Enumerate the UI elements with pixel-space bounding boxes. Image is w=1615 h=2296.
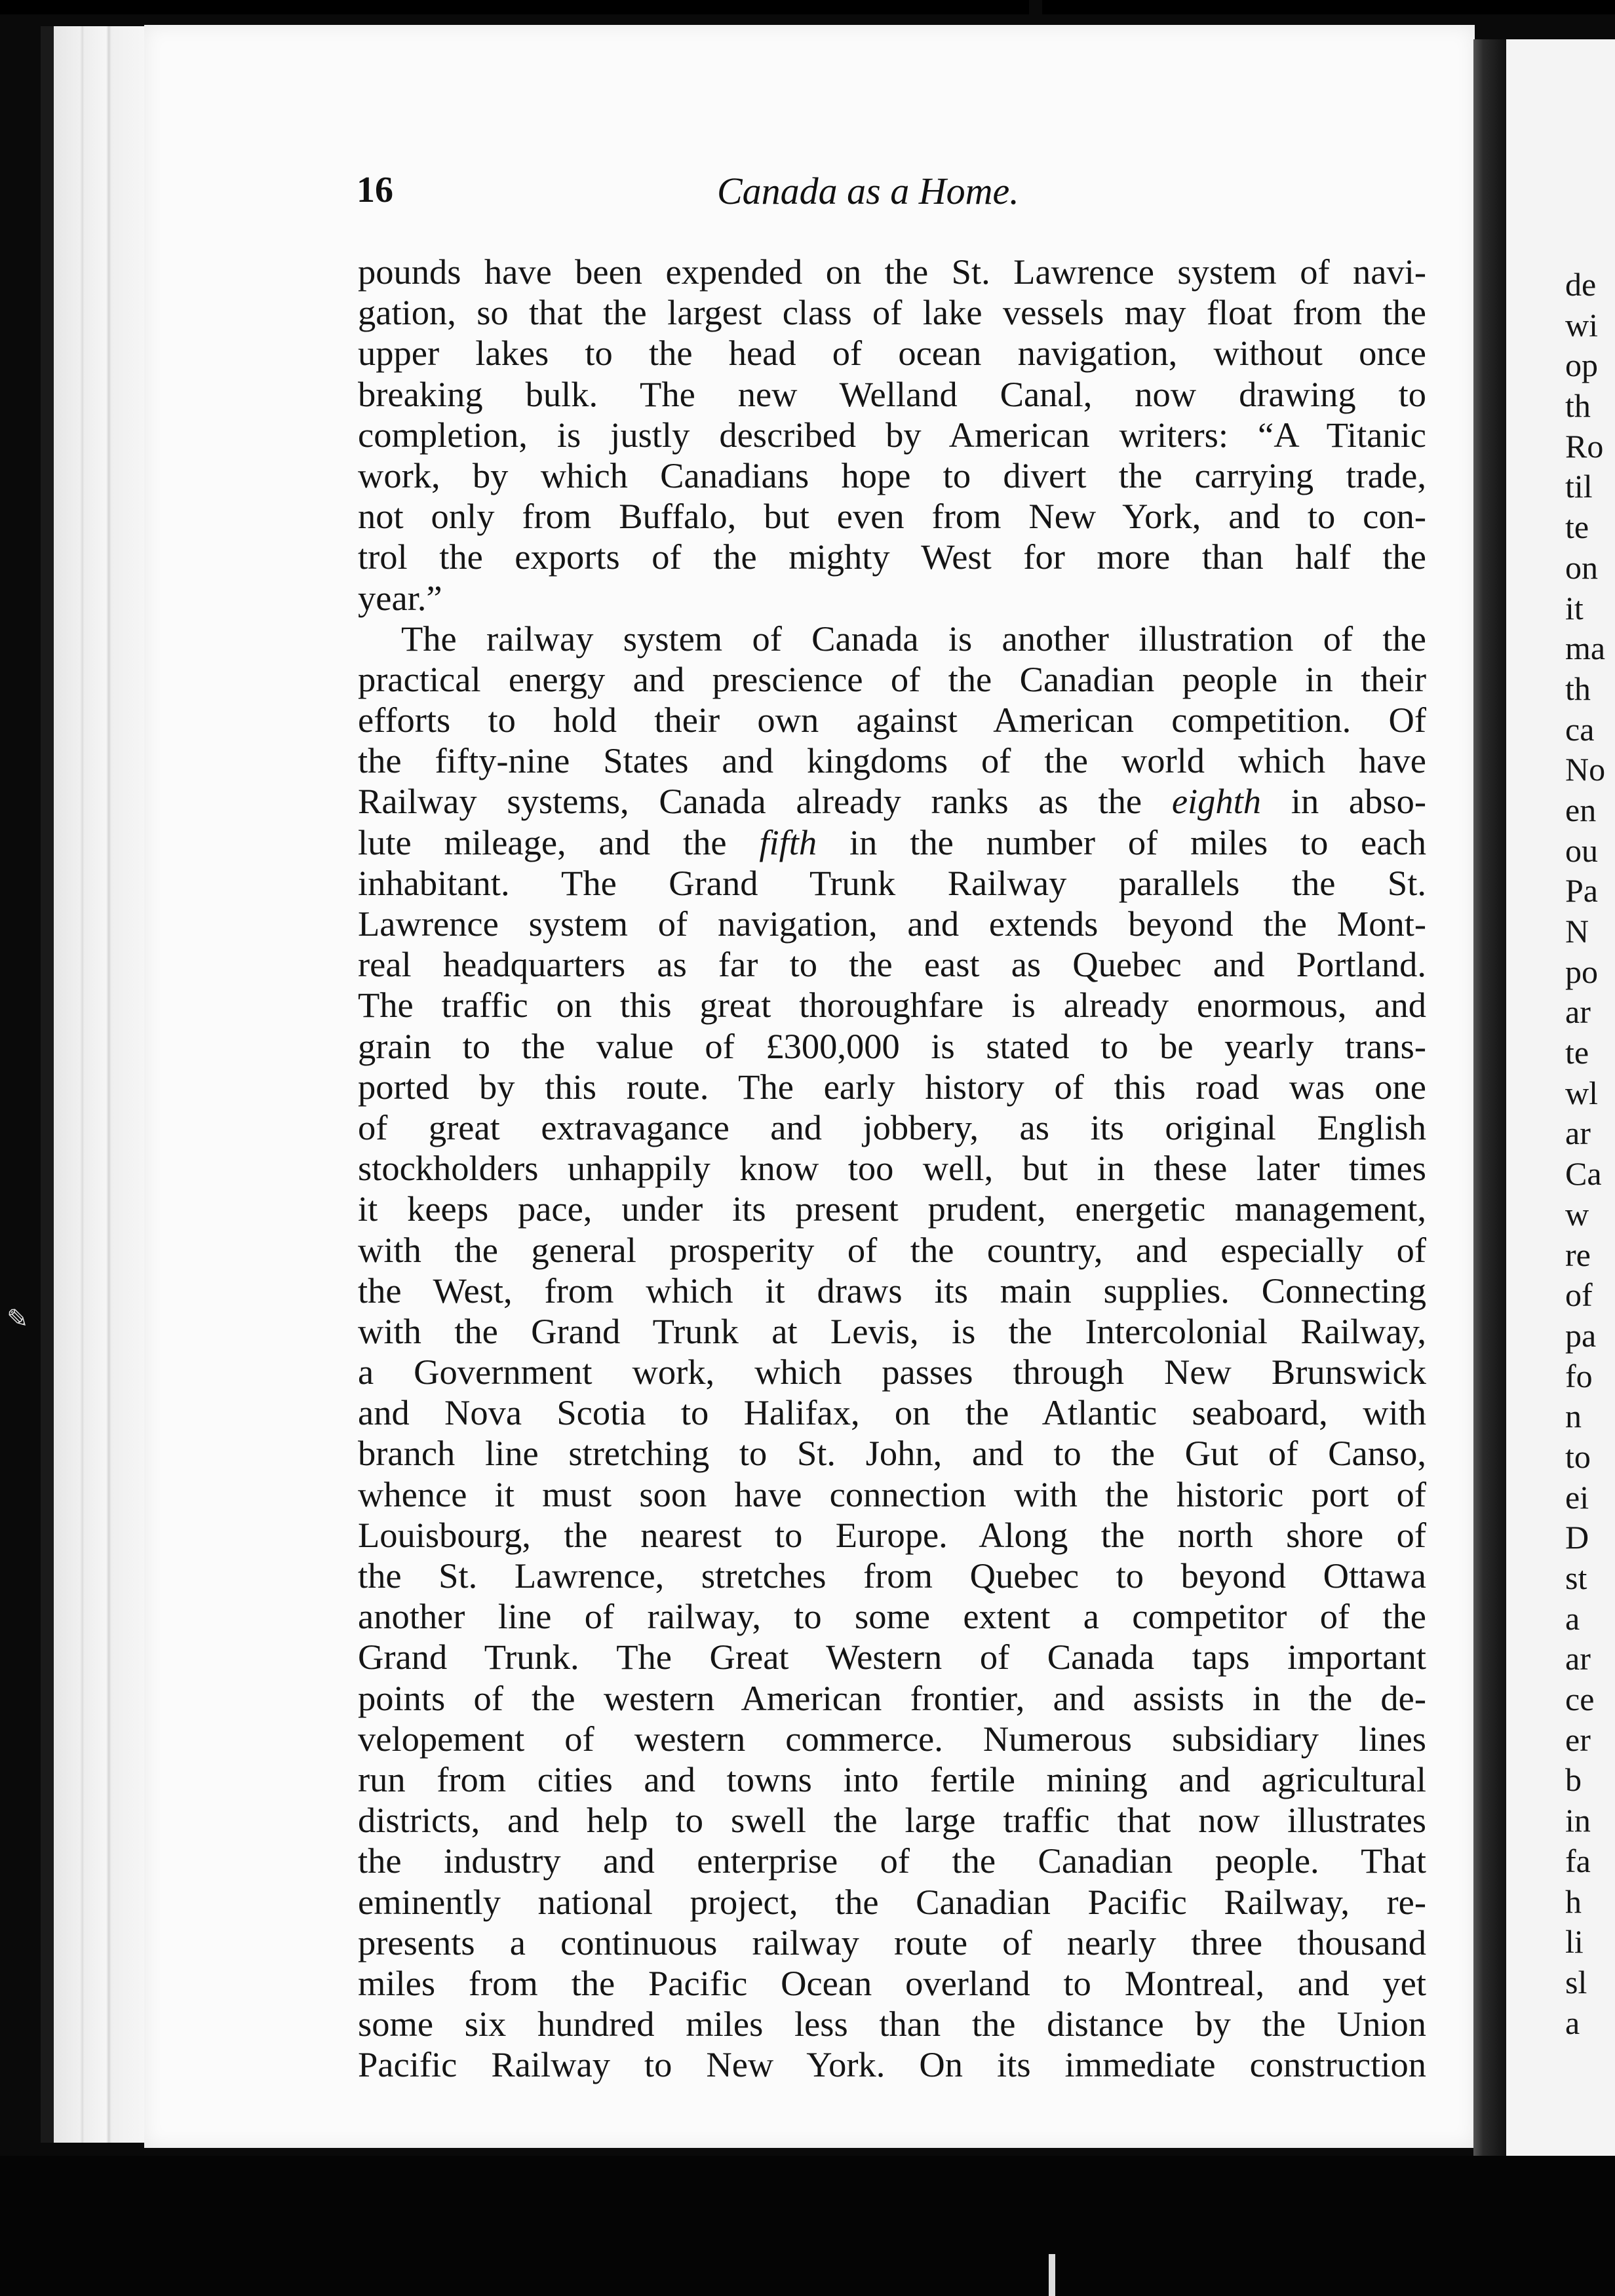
text-line: with the Grand Trunk at Levis, is the Intercolonial Railway, — [358, 1311, 1426, 1351]
text-line: Grand Trunk. The Great Western of Canada taps important — [358, 1637, 1426, 1677]
text-line: upper lakes to the head of ocean navigation, without once — [358, 333, 1426, 373]
facing-line: en — [1565, 791, 1597, 828]
facing-line: ar — [1565, 993, 1591, 1031]
facing-line: re — [1565, 1236, 1591, 1273]
text-line: real headquarters as far to the east as Quebec and Portland. — [358, 944, 1426, 985]
text-line: whence it must soon have connection with the historic port of — [358, 1474, 1426, 1514]
text-line: of great extravagance and jobbery, as its original English — [358, 1107, 1426, 1147]
text-line: run from cities and towns into fertile mining and agricultural — [358, 1759, 1426, 1799]
book-spine-shadow — [1473, 39, 1506, 2156]
facing-line: th — [1565, 387, 1591, 425]
scan-top-notch — [1029, 0, 1042, 20]
facing-line: Ca — [1565, 1155, 1602, 1193]
facing-line: ar — [1565, 1640, 1591, 1677]
facing-line: de — [1565, 266, 1597, 303]
text-line: points of the western American frontier, and assists in the de- — [358, 1677, 1426, 1718]
text-line: miles from the Pacific Ocean overland to Montreal, and yet — [358, 1962, 1426, 2003]
text-line: some six hundred miles less than the distance by the Union — [358, 2004, 1426, 2044]
text-line: velopement of western commerce. Numerous subsidiary lines — [358, 1718, 1426, 1759]
facing-line: ca — [1565, 710, 1595, 748]
facing-line: sl — [1565, 1963, 1587, 2000]
text-line: Railway systems, Canada already ranks as the eighth in abso- — [358, 781, 1426, 822]
text-line: presents a continuous railway route of nearly three thousand — [358, 1922, 1426, 1962]
facing-line: wi — [1565, 306, 1598, 343]
facing-line: to — [1565, 1438, 1591, 1475]
facing-line: po — [1565, 953, 1598, 990]
text-line: gation, so that the largest class of lake vessels may float from the — [358, 292, 1426, 333]
facing-line: til — [1565, 468, 1593, 505]
facing-line: a — [1565, 2004, 1580, 2041]
facing-line: te — [1565, 1034, 1589, 1071]
text-line: grain to the value of £300,000 is stated to be yearly trans- — [358, 1025, 1426, 1066]
facing-line: w — [1565, 1195, 1589, 1233]
text-line: The traffic on this great thoroughfare is already enormous, and — [358, 985, 1426, 1025]
text-line: lute mileage, and the fifth in the number of miles to each — [358, 822, 1426, 862]
text-line: with the general prosperity of the country, and especially of — [358, 1229, 1426, 1270]
scan-margin-mark-icon: ✎ — [7, 1304, 29, 1334]
text-line: stockholders unhappily know too well, but in these later times — [358, 1148, 1426, 1189]
text-line: the fifty-nine States and kingdoms of the world which have — [358, 740, 1426, 781]
facing-line: b — [1565, 1761, 1582, 1799]
text-line: the West, from which it draws its main supplies. Connecting — [358, 1270, 1426, 1311]
scan-top-border — [0, 0, 1615, 14]
facing-line: n — [1565, 1398, 1582, 1435]
facing-line: D — [1565, 1519, 1589, 1556]
text-line: trol the exports of the mighty West for more than half the — [358, 537, 1426, 577]
facing-line: a — [1565, 1599, 1580, 1637]
facing-line: of — [1565, 1276, 1593, 1314]
facing-line: ce — [1565, 1681, 1595, 1718]
page-number: 16 — [357, 170, 393, 210]
text-line: Pacific Railway to New York. On its immediate construction — [358, 2044, 1426, 2085]
text-line: breaking bulk. The new Welland Canal, now drawing to — [358, 373, 1426, 414]
text-line: efforts to hold their own against American competition. Of — [358, 700, 1426, 740]
facing-line: ei — [1565, 1478, 1589, 1516]
text-line: branch line stretching to St. John, and to the Gut of Canso, — [358, 1433, 1426, 1474]
text-line: another line of railway, to some extent a competitor of the — [358, 1596, 1426, 1637]
scan-bottom-border — [0, 2156, 1615, 2296]
facing-line: on — [1565, 548, 1598, 586]
facing-line: No — [1565, 751, 1606, 788]
facing-line: pa — [1565, 1316, 1597, 1354]
facing-line: it — [1565, 589, 1584, 626]
facing-line: th — [1565, 670, 1591, 707]
facing-line: ar — [1565, 1115, 1591, 1152]
facing-line: st — [1565, 1559, 1587, 1596]
facing-line: op — [1565, 347, 1598, 384]
facing-line: h — [1565, 1883, 1582, 1920]
text-line: it keeps pace, under its present prudent, energetic management, — [358, 1189, 1426, 1229]
facing-line: li — [1565, 1923, 1584, 1961]
facing-line: fo — [1565, 1357, 1593, 1394]
text-line: the industry and enterprise of the Canadian people. That — [358, 1841, 1426, 1881]
running-title: Canada as a Home. — [717, 170, 1019, 212]
body-text — [358, 252, 1426, 2085]
text-line: practical energy and prescience of the Canadian people in their — [358, 659, 1426, 699]
text-line: ported by this route. The early history of this road was one — [358, 1066, 1426, 1107]
text-line: pounds have been expended on the St. Lawrence system of navi- — [358, 252, 1426, 292]
facing-page-text — [1565, 265, 1615, 2043]
text-line: work, by which Canadians hope to divert the carrying trade, — [358, 455, 1426, 495]
text-line: a Government work, which passes through New Brunswick — [358, 1352, 1426, 1392]
text-line: not only from Buffalo, but even from New York, and to con- — [358, 496, 1426, 537]
text-line: year.” — [358, 577, 442, 618]
text-line: the St. Lawrence, stretches from Quebec to beyond Ottawa — [358, 1556, 1426, 1596]
text-line: Lawrence system of navigation, and extends beyond the Mont- — [358, 904, 1426, 944]
text-line: The railway system of Canada is another illustration of the — [401, 618, 1426, 659]
facing-line: er — [1565, 1721, 1591, 1758]
facing-line: in — [1565, 1802, 1591, 1839]
facing-line: te — [1565, 508, 1589, 546]
facing-line: ma — [1565, 630, 1606, 667]
text-line: districts, and help to swell the large traffic that now illustrates — [358, 1800, 1426, 1841]
facing-line: wl — [1565, 1074, 1598, 1111]
facing-line: ou — [1565, 832, 1598, 869]
text-line: completion, is justly described by American writers: “A Titanic — [358, 414, 1426, 455]
facing-line: Pa — [1565, 872, 1598, 909]
facing-line: N — [1565, 913, 1589, 949]
text-line: Louisbourg, the nearest to Europe. Along the north shore of — [358, 1514, 1426, 1555]
text-line: inhabitant. The Grand Trunk Railway parallels the St. — [358, 862, 1426, 903]
scan-bottom-mark — [1049, 2254, 1055, 2296]
text-line: eminently national project, the Canadian Pacific Railway, re- — [358, 1881, 1426, 1922]
facing-line: fa — [1565, 1842, 1591, 1879]
text-line: and Nova Scotia to Halifax, on the Atlantic seaboard, with — [358, 1392, 1426, 1433]
facing-line: Ro — [1565, 427, 1604, 465]
